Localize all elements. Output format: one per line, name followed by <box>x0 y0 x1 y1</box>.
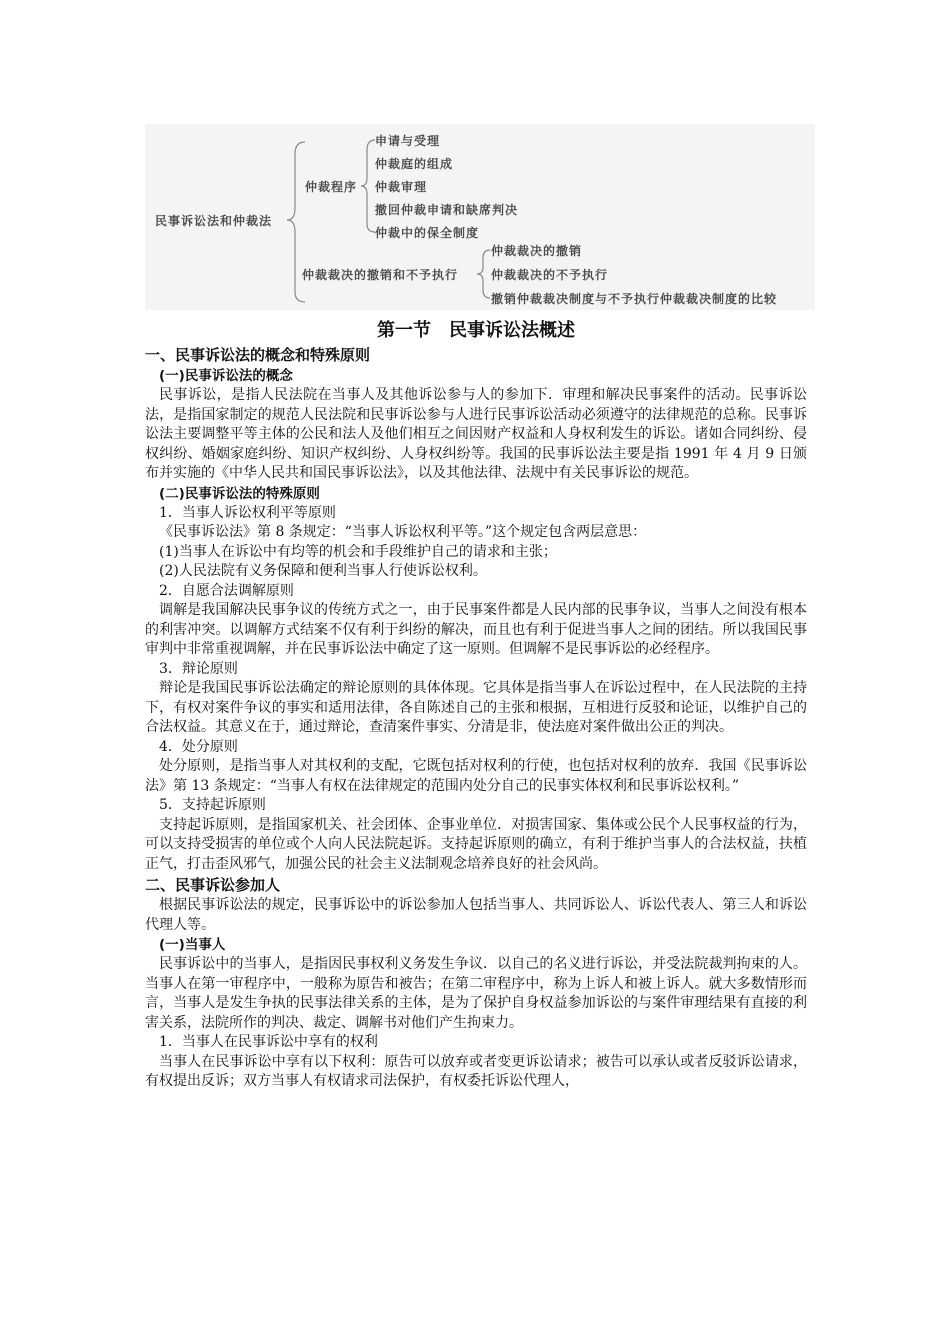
subsection-heading: (一)民事诉讼法的概念 <box>159 368 293 384</box>
mindmap-leaf: 申请与受理 <box>375 134 441 148</box>
paragraph: 民事诉讼，是指人民法院在当事人及其他诉讼参与人的参加下．审理和解决民事案件的活动。民事诉讼法，是指国家制定的规范人民法院和民事诉讼参与人进行民事诉讼活动必须遵守的法律规范的总称。民事诉讼法主要调整平等主体的公民和法人及他们相互之间因财产权益和人身权利发生的诉讼。诸如合同纠纷、侵权纠纷、婚姻家庭纠纷、知识产权纠纷、人身权纠纷等。我国的民事诉讼法主要是指 1991 年 4 月 9 日颁布并实施的《中华人民共和国民事诉讼法》，以及其他法律、法规中有关民事诉讼的规范。 <box>145 387 807 481</box>
mindmap-root: 民事诉讼法和仲裁法 <box>155 214 273 228</box>
mindmap-leaf: 仲裁中的保全制度 <box>375 226 480 240</box>
paragraph: 《民事诉讼法》第 8 条规定：“当事人诉讼权利平等。”这个规定包含两层意思： <box>159 524 647 540</box>
mindmap-leaf: 撤销仲裁裁决制度与不予执行仲裁裁决制度的比较 <box>491 292 778 306</box>
mindmap-leaf: 撤回仲裁申请和缺席判决 <box>375 203 519 217</box>
paragraph: 1．当事人在民事诉讼中享有的权利 <box>159 1034 378 1050</box>
paragraph: 民事诉讼中的当事人，是指因民事权利义务发生争议．以自己的名义进行诉讼，并受法院裁判拘束的人。当事人在第一审程序中，一般称为原告和被告；在第二审程序中，称为上诉人和被上诉人。就大多数情形而言，当事人是发生争执的民事法律关系的主体，是为了保护自身权益参加诉讼的与案件审理结果有直接的利害关系，法院所作的判决、裁定、调解书对他们产生拘束力。 <box>145 956 807 1031</box>
branch2-bracket <box>477 250 490 298</box>
paragraph: 处分原则，是指当事人对其权利的支配，它既包括对权利的行使，也包括对权利的放弃．我国《民事诉讼法》第 13 条规定：“当事人有权在法律规定的范围内处分自己的民事实体权利和民事诉讼权利。” <box>145 758 807 794</box>
mindmap-leaf: 仲裁审理 <box>375 180 428 194</box>
paragraph: 4．处分原则 <box>159 738 238 755</box>
paragraph: 1．当事人诉讼权利平等原则 <box>159 504 336 521</box>
paragraph: (2)人民法院有义务保障和便利当事人行使诉讼权利。 <box>159 563 487 579</box>
section-heading: 一、民事诉讼法的概念和特殊原则 <box>145 346 371 364</box>
paragraph: 辩论是我国民事诉讼法确定的辩论原则的具体体现。它具体是指当事人在诉讼过程中，在人民法院的主持下，有权对案件争议的事实和适用法律，各自陈述自己的主张和根据，互相进行反驳和论证，以维护自己的合法权益。其意义在于，通过辩论，查清案件事实、分清是非，使法庭对案件做出公正的判决。 <box>145 680 807 735</box>
section-heading: 二、民事诉讼参加人 <box>145 876 281 894</box>
paragraph: 5．支持起诉原则 <box>159 797 266 813</box>
mindmap-branch-award: 仲裁裁决的撤销和不予执行 <box>302 268 459 282</box>
mindmap-diagram <box>145 124 815 310</box>
paragraph: 调解是我国解决民事争议的传统方式之一，由于民事案件都是人民内部的民事争议，当事人之间没有根本的利害冲突。以调解方式结案不仅有利于纠纷的解决，而且也有利于促进当事人之间的团结。所以我国民事审判中非常重视调解，并在民事诉讼法中确定了这一原则。但调解不是民事诉讼的必经程序。 <box>145 602 807 657</box>
mindmap-leaf: 仲裁裁决的撤销 <box>491 244 583 258</box>
paragraph: 当事人在民事诉讼中享有以下权利：原告可以放弃或者变更诉讼请求；被告可以承认或者反驳诉讼请求，有权提出反诉；双方当事人有权请求司法保护，有权委托诉讼代理人， <box>145 1053 807 1089</box>
section-title: 第一节 民事诉讼法概述 <box>377 320 575 341</box>
mindmap-branch-procedure: 仲裁程序 <box>305 180 358 194</box>
paragraph: 根据民事诉讼法的规定，民事诉讼中的诉讼参加人包括当事人、共同诉讼人、诉讼代表人、第三人和诉讼代理人等。 <box>145 897 807 933</box>
document-blocks <box>145 344 807 1092</box>
paragraph: 3．辩论原则 <box>159 660 238 677</box>
paragraph: 2．自愿合法调解原则 <box>159 582 294 599</box>
paragraph: (1)当事人在诉讼中有均等的机会和手段维护自己的请求和主张； <box>159 543 557 560</box>
document-body <box>145 316 807 1092</box>
paragraph: 支持起诉原则，是指国家机关、社会团体、企事业单位．对损害国家、集体或公民个人民事权益的行为，可以支持受损害的单位或个人向人民法院起诉。支持起诉原则的确立，有利于维护当事人的合法权益，扶植正气，打击歪风邪气，加强公民的社会主义法制观念培养良好的社会风尚。 <box>145 816 807 872</box>
subsection-heading: (二)民事诉讼法的特殊原则 <box>159 485 320 502</box>
subsection-heading: (一)当事人 <box>159 937 226 953</box>
mindmap-leaf: 仲裁庭的组成 <box>375 157 454 171</box>
mindmap-leaf: 仲裁裁决的不予执行 <box>491 268 609 282</box>
branch1-bracket <box>361 140 375 232</box>
